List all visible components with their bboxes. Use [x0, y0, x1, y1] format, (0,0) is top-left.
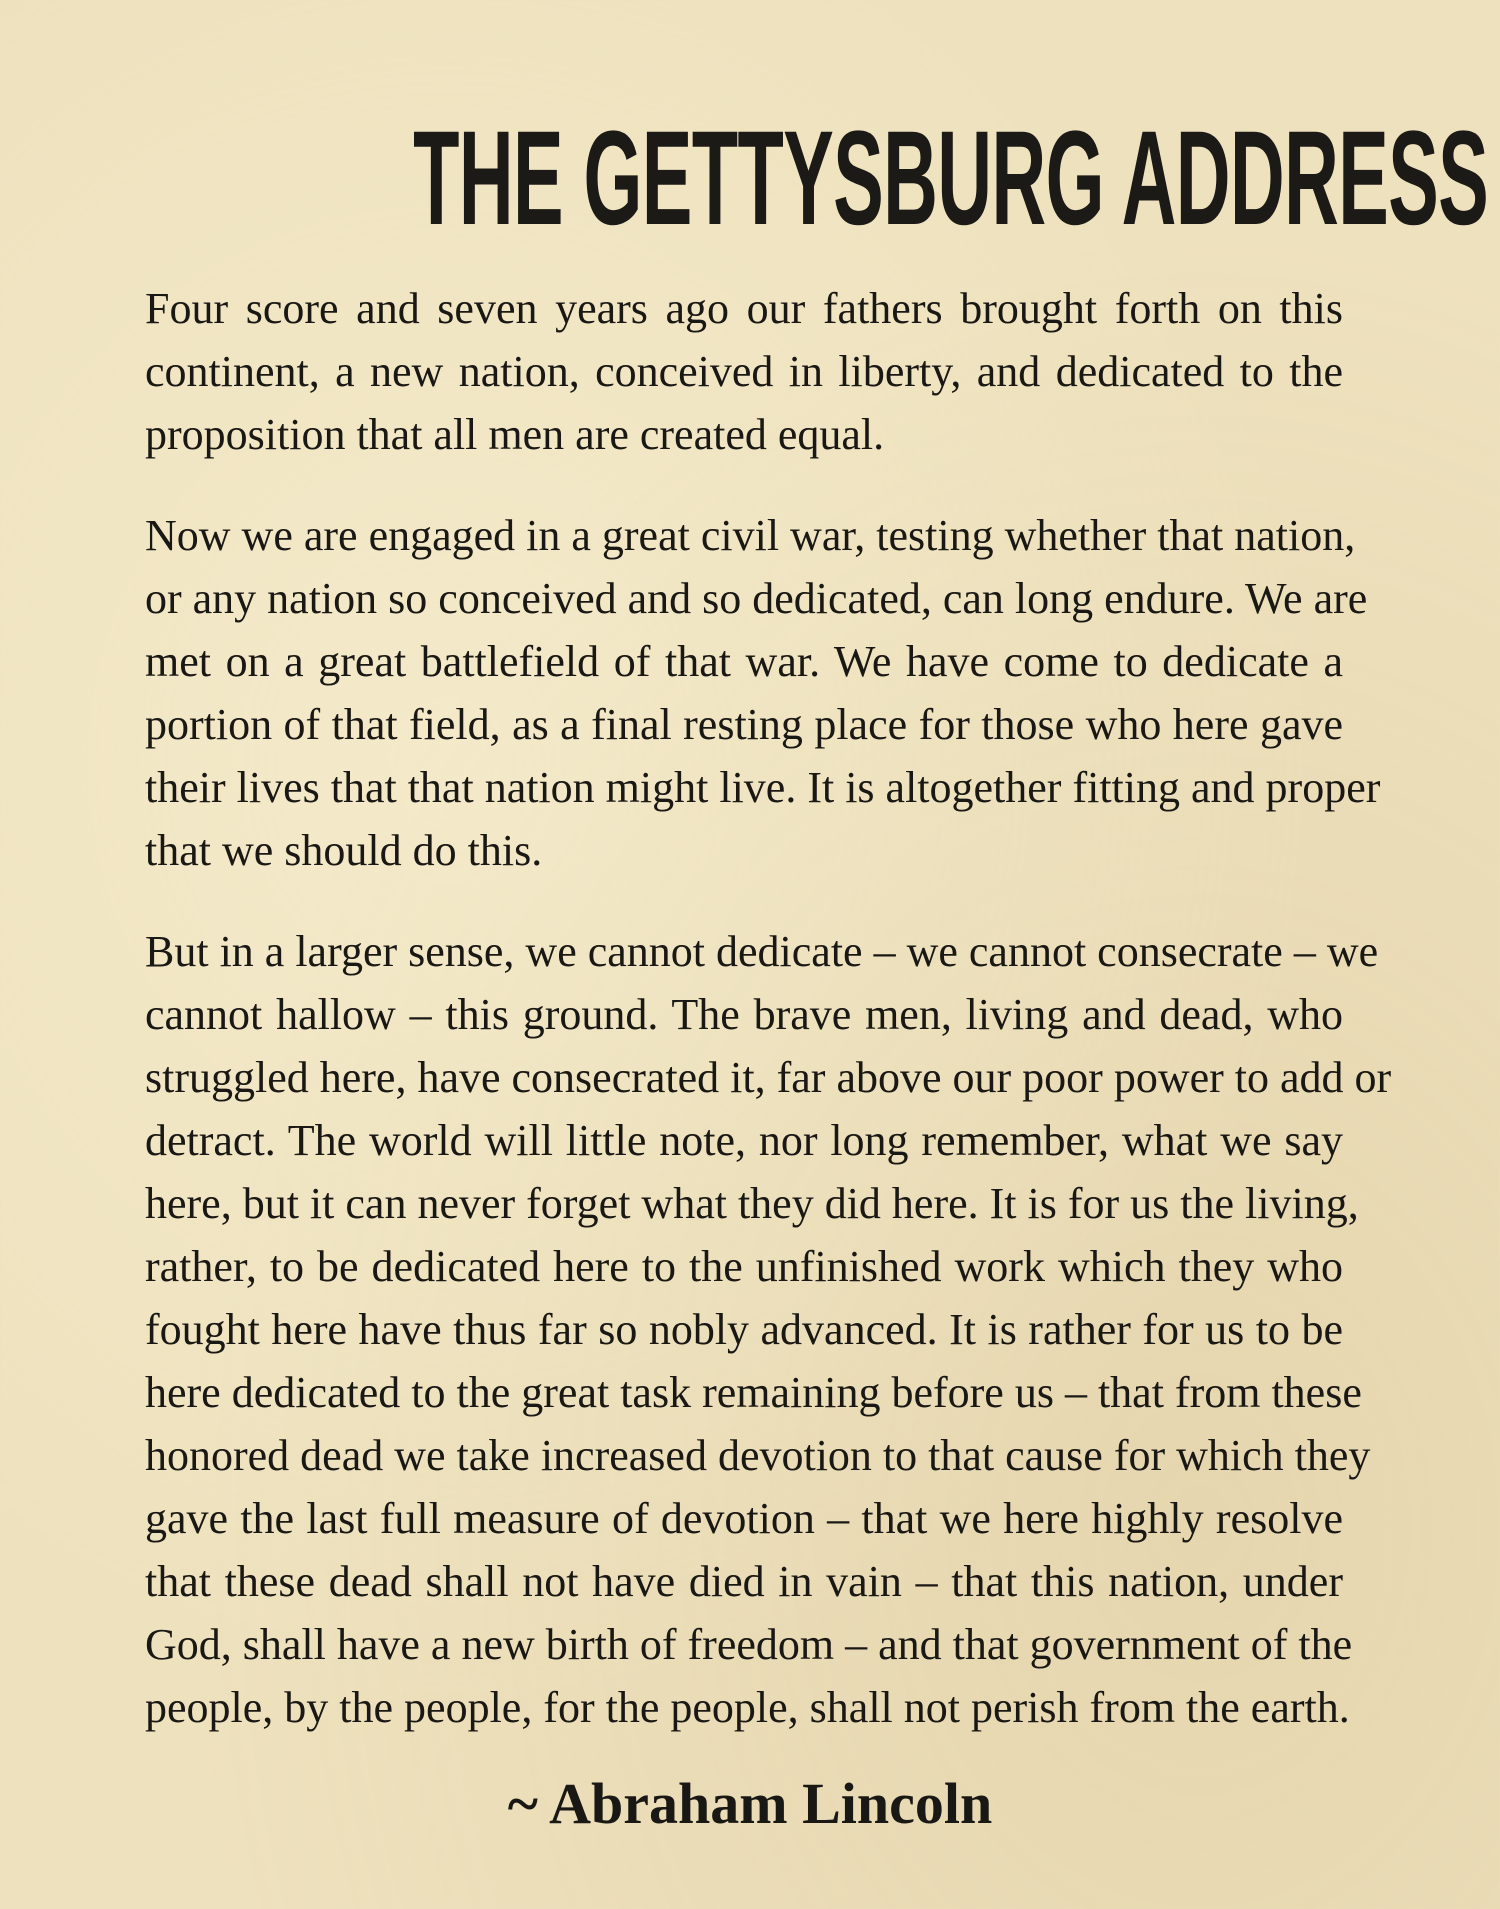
text-line: proposition that all men are created equal.	[145, 410, 885, 459]
text-line: continent, a new nation, conceived in liberty, and dedicated to the	[145, 347, 1343, 396]
text-line: people, by the people, for the people, shall not perish from the earth.	[145, 1683, 1350, 1732]
paragraph	[145, 504, 1381, 882]
text-line: gave the last full measure of devotion – that we here highly resolve	[145, 1494, 1343, 1543]
signature: ~ Abraham Lincoln	[507, 1771, 993, 1836]
text-line: here, but it can never forget what they did here. It is for us the living,	[145, 1179, 1359, 1228]
text-line: struggled here, have consecrated it, far above our poor power to add or	[145, 1053, 1392, 1102]
address-text	[145, 277, 1392, 1777]
text-line: honored dead we take increased devotion to that cause for which they	[145, 1431, 1371, 1480]
text-line: God, shall have a new birth of freedom – and that government of the	[145, 1620, 1353, 1669]
text-line: Now we are engaged in a great civil war, testing whether that nation,	[145, 511, 1356, 560]
text-line: that we should do this.	[145, 826, 543, 875]
text-line: that these dead shall not have died in vain – that this nation, under	[145, 1557, 1343, 1606]
paragraph	[145, 920, 1392, 1739]
page-title: THE GETTYSBURG ADDRESS	[413, 104, 1489, 253]
text-line: cannot hallow – this ground. The brave men, living and dead, who	[145, 990, 1343, 1039]
title-container	[0, 104, 1500, 253]
text-line: portion of that field, as a final resting place for those who here gave	[145, 700, 1343, 749]
text-line: But in a larger sense, we cannot dedicate – we cannot consecrate – we	[145, 927, 1379, 976]
text-line: rather, to be dedicated here to the unfinished work which they who	[145, 1242, 1343, 1291]
paragraph	[145, 277, 1343, 466]
text-line: fought here have thus far so nobly advanced. It is rather for us to be	[145, 1305, 1343, 1354]
text-line: met on a great battlefield of that war. We have come to dedicate a	[145, 637, 1343, 686]
text-line: their lives that that nation might live. It is altogether fitting and proper	[145, 763, 1381, 812]
text-line: Four score and seven years ago our fathers brought forth on this	[145, 284, 1343, 333]
text-line: detract. The world will little note, nor long remember, what we say	[145, 1116, 1343, 1165]
text-line: here dedicated to the great task remaining before us – that from these	[145, 1368, 1362, 1417]
text-line: or any nation so conceived and so dedicated, can long endure. We are	[145, 574, 1368, 623]
